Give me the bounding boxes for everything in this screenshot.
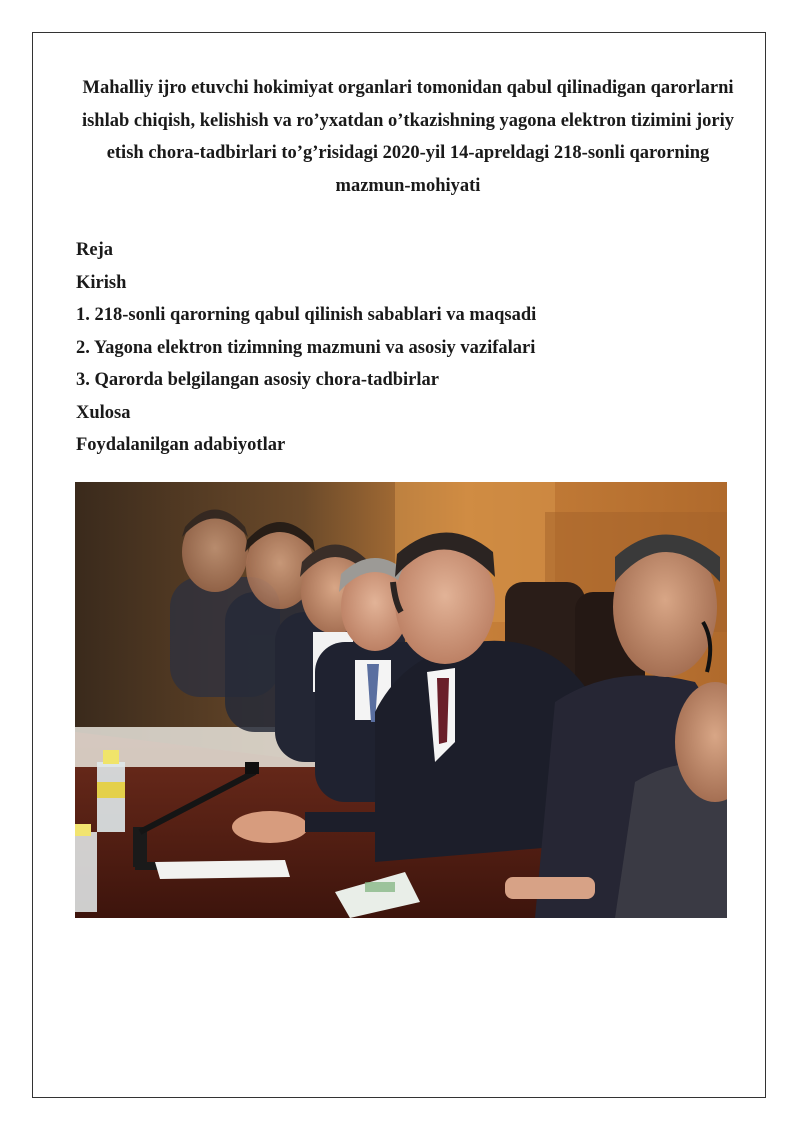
document-title: Mahalliy ijro etuvchi hokimiyat organlari tomonidan qabul qilinadigan qarorlarni ishlab chiqish, kelishish va ro’yxatdan o’tkazishning yagona elektron tizimini joriy etish chora-tadbirlari to’g’risidagi 2020-yil 14-apreldagi 218-sonli qarorning mazmun-mohiyati [81,78,735,196]
plan-item-2: 2. Yagona elektron tizimning mazmuni va asosiy vazifalari [76,337,536,358]
plan-item-3: 3. Qarorda belgilangan asosiy chora-tadbirlar [76,370,439,390]
plan-list [76,234,736,462]
plan-heading: Reja [76,240,113,260]
plan-item-references: Foydalanilgan adabiyotlar [76,435,286,455]
plan-item-introduction: Kirish [76,272,127,293]
meeting-photo [75,482,727,918]
plan-item-conclusion: Xulosa [76,402,131,423]
plan-item-1: 1. 218-sonli qarorning qabul qilinish sabablari va maqsadi [76,305,537,325]
